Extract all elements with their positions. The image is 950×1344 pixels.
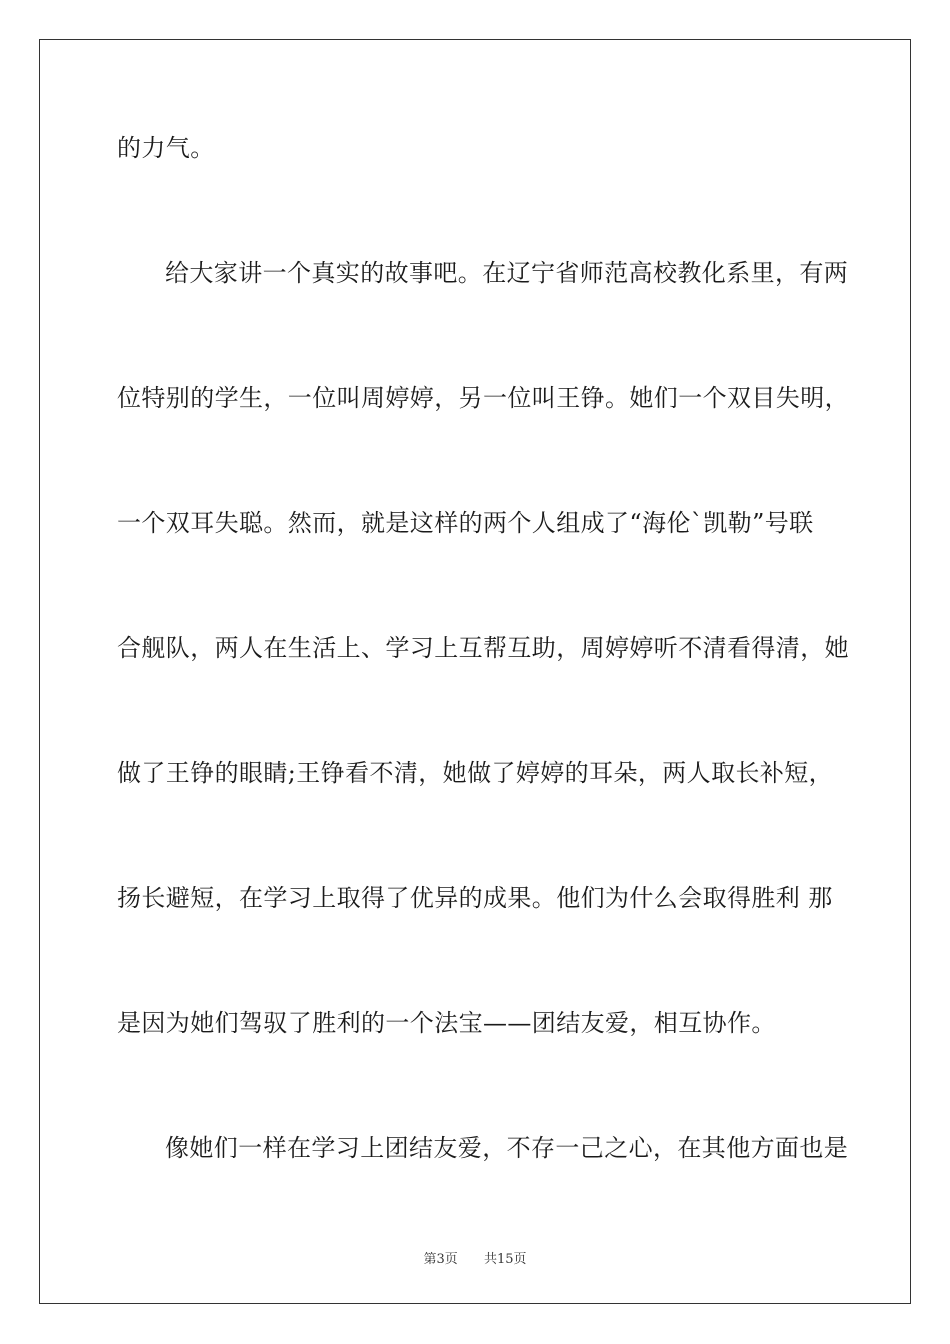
page-footer bbox=[0, 1248, 950, 1267]
text-line-7: 扬长避短，在学习上取得了优异的成果。他们为什么会取得胜利 那 bbox=[117, 884, 833, 912]
text-line-5: 合舰队，两人在生活上、学习上互帮互助，周婷婷听不清看得清，她 bbox=[117, 634, 849, 662]
text-line-4: 一个双耳失聪。然而，就是这样的两个人组成了“海伦`凯勒”号联 bbox=[117, 509, 814, 537]
paragraph-start-unity: 像她们一样在学习上团结友爱，不存一己之心，在其他方面也是 bbox=[165, 1134, 849, 1162]
page-total: 共15页 bbox=[484, 1252, 527, 1267]
page-number: 第3页 bbox=[423, 1252, 458, 1267]
text-line-1: 的力气。 bbox=[117, 134, 215, 162]
paragraph-start-story: 给大家讲一个真实的故事吧。在辽宁省师范高校教化系里，有两 bbox=[165, 259, 849, 287]
text-line-8: 是因为她们驾驭了胜利的一个法宝——团结友爱，相互协作。 bbox=[117, 1009, 776, 1037]
text-line-6: 做了王铮的眼睛;王铮看不清，她做了婷婷的耳朵，两人取长补短， bbox=[117, 759, 834, 787]
page-border bbox=[39, 39, 911, 1304]
text-line-3: 位特别的学生，一位叫周婷婷，另一位叫王铮。她们一个双目失明， bbox=[117, 384, 849, 412]
